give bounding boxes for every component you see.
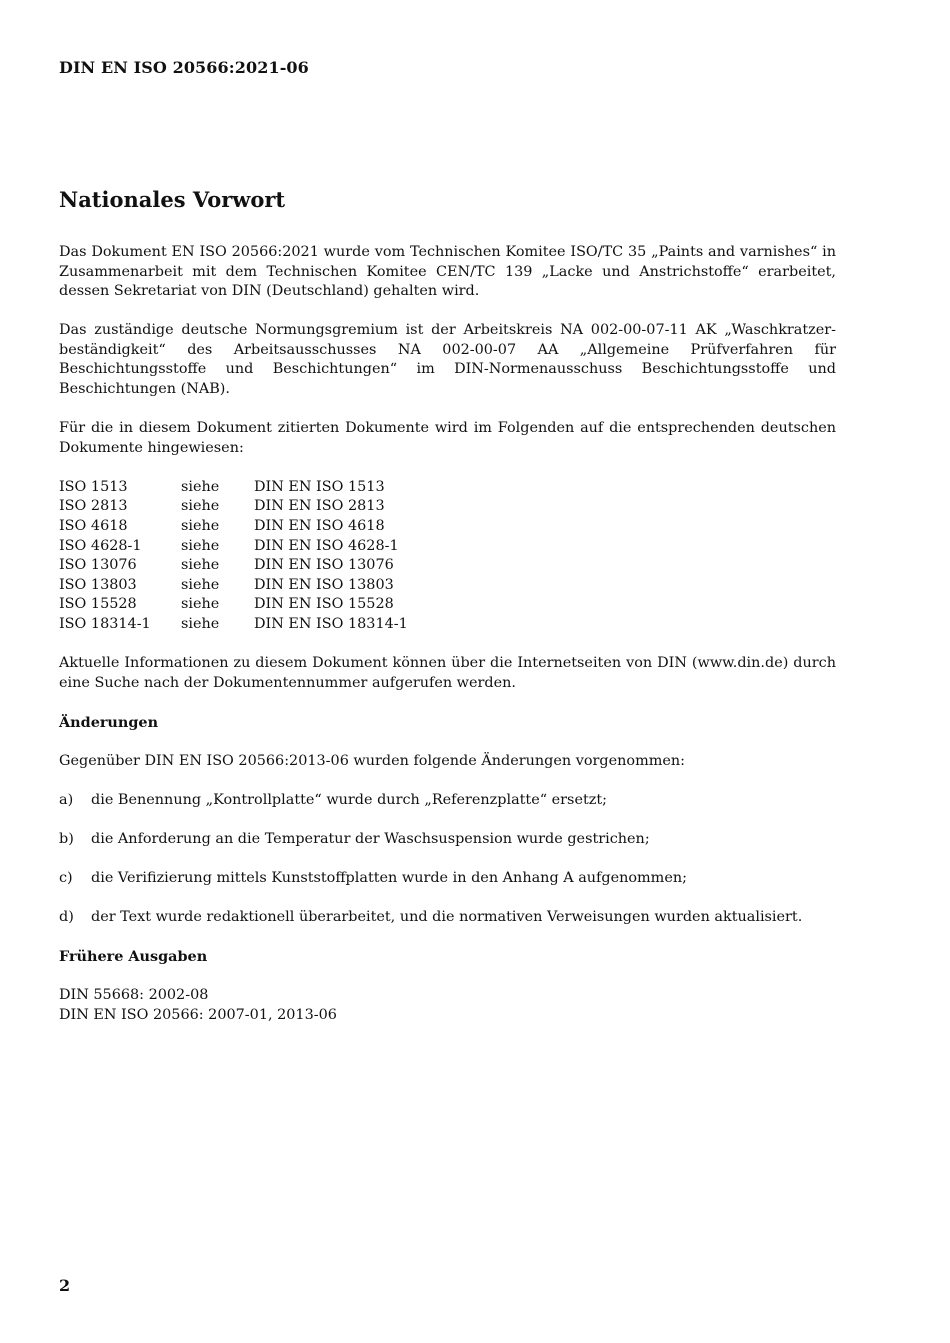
reference-row <box>59 497 408 517</box>
reference-table <box>59 478 408 635</box>
reference-din: DIN EN ISO 13076 <box>254 557 394 574</box>
reference-din: DIN EN ISO 15528 <box>254 596 394 613</box>
reference-din: DIN EN ISO 2813 <box>254 498 385 515</box>
reference-din: DIN EN ISO 1513 <box>254 478 385 495</box>
reference-iso: ISO 13076 <box>59 557 137 574</box>
reference-iso: ISO 15528 <box>59 596 137 613</box>
reference-iso: ISO 4618 <box>59 518 128 535</box>
edition-line: DIN 55668: 2002-08 <box>59 987 209 1004</box>
paragraph-references-intro: Für die in diesem Dokument zitierten Dokumente wird im Folgenden auf die entsprechenden deutschen Dokumente hingewiesen: <box>59 420 836 456</box>
page-content <box>59 185 836 1026</box>
reference-iso: ISO 13803 <box>59 576 137 593</box>
list-text: der Text wurde redaktionell überarbeitet, und die normativen Verweisungen wurden aktualisiert. <box>91 909 803 926</box>
reference-row <box>59 517 408 537</box>
reference-din: DIN EN ISO 4628-1 <box>254 537 399 554</box>
reference-iso: ISO 18314-1 <box>59 616 151 632</box>
reference-see: siehe <box>181 616 220 632</box>
reference-iso: ISO 1513 <box>59 478 128 495</box>
reference-see: siehe <box>181 478 220 495</box>
list-item <box>59 791 836 811</box>
reference-row <box>59 595 408 615</box>
reference-see: siehe <box>181 596 220 613</box>
changes-intro: Gegenüber DIN EN ISO 20566:2013-06 wurden folgende Änderungen vorgenommen: <box>59 752 685 769</box>
list-item <box>59 908 836 928</box>
reference-din: DIN EN ISO 13803 <box>254 576 394 593</box>
edition-line: DIN EN ISO 20566: 2007-01, 2013-06 <box>59 1007 337 1024</box>
list-text: die Anforderung an die Temperatur der Waschsuspension wurde gestrichen; <box>91 831 650 848</box>
previous-editions-heading: Frühere Ausgaben <box>59 948 208 966</box>
reference-row <box>59 615 408 635</box>
list-item <box>59 869 836 889</box>
list-marker: c) <box>59 870 73 887</box>
reference-din: DIN EN ISO 4618 <box>254 518 385 535</box>
list-marker: a) <box>59 791 74 808</box>
reference-row <box>59 576 408 596</box>
reference-row <box>59 537 408 557</box>
page-number: 2 <box>59 1276 71 1295</box>
document-identifier: DIN EN ISO 20566:2021-06 <box>59 58 309 77</box>
reference-iso: ISO 2813 <box>59 498 128 515</box>
reference-row <box>59 478 408 498</box>
reference-see: siehe <box>181 498 220 515</box>
reference-see: siehe <box>181 576 220 593</box>
list-marker: d) <box>59 909 74 926</box>
reference-row <box>59 556 408 576</box>
section-title: Nationales Vorwort <box>59 187 286 212</box>
paragraph-national-body: Das zuständige deutsche Normungsgremium ist der Arbeitskreis NA 002-00-07-11 AK „Waschkratzer-beständigkeit“ des Arbeitsausschusses NA 002-00-07 AA „Allgemeine Prüfverfahren für Beschichtungsstoffe und Beschichtungen“ im DIN-Normenausschuss Beschichtungsstoffe und Beschichtungen (NAB). <box>59 322 836 398</box>
reference-iso: ISO 4628-1 <box>59 537 142 554</box>
paragraph-online-info: Aktuelle Informationen zu diesem Dokument können über die Internetseiten von DIN (www.din.de) durch eine Suche nach der Dokumentennummer aufgerufen werden. <box>59 655 836 691</box>
list-marker: b) <box>59 831 74 848</box>
changes-heading: Änderungen <box>59 713 159 731</box>
reference-see: siehe <box>181 518 220 535</box>
list-text: die Benennung „Kontrollplatte“ wurde durch „Referenzplatte“ ersetzt; <box>91 791 607 808</box>
previous-editions-list <box>59 986 836 1025</box>
reference-din: DIN EN ISO 18314-1 <box>254 616 408 632</box>
paragraph-committee: Das Dokument EN ISO 20566:2021 wurde vom Technischen Komitee ISO/TC 35 „Paints and varnishes“ in Zusammenarbeit mit dem Technischen Komitee CEN/TC 139 „Lacke und Anstrichstoffe“ erarbeitet, dessen Sekretariat von DIN (Deutschland) gehalten wird. <box>59 244 836 300</box>
list-item <box>59 830 836 850</box>
list-text: die Verifizierung mittels Kunststoffplatten wurde in den Anhang A aufgenommen; <box>91 870 687 887</box>
reference-see: siehe <box>181 537 220 554</box>
reference-see: siehe <box>181 557 220 574</box>
